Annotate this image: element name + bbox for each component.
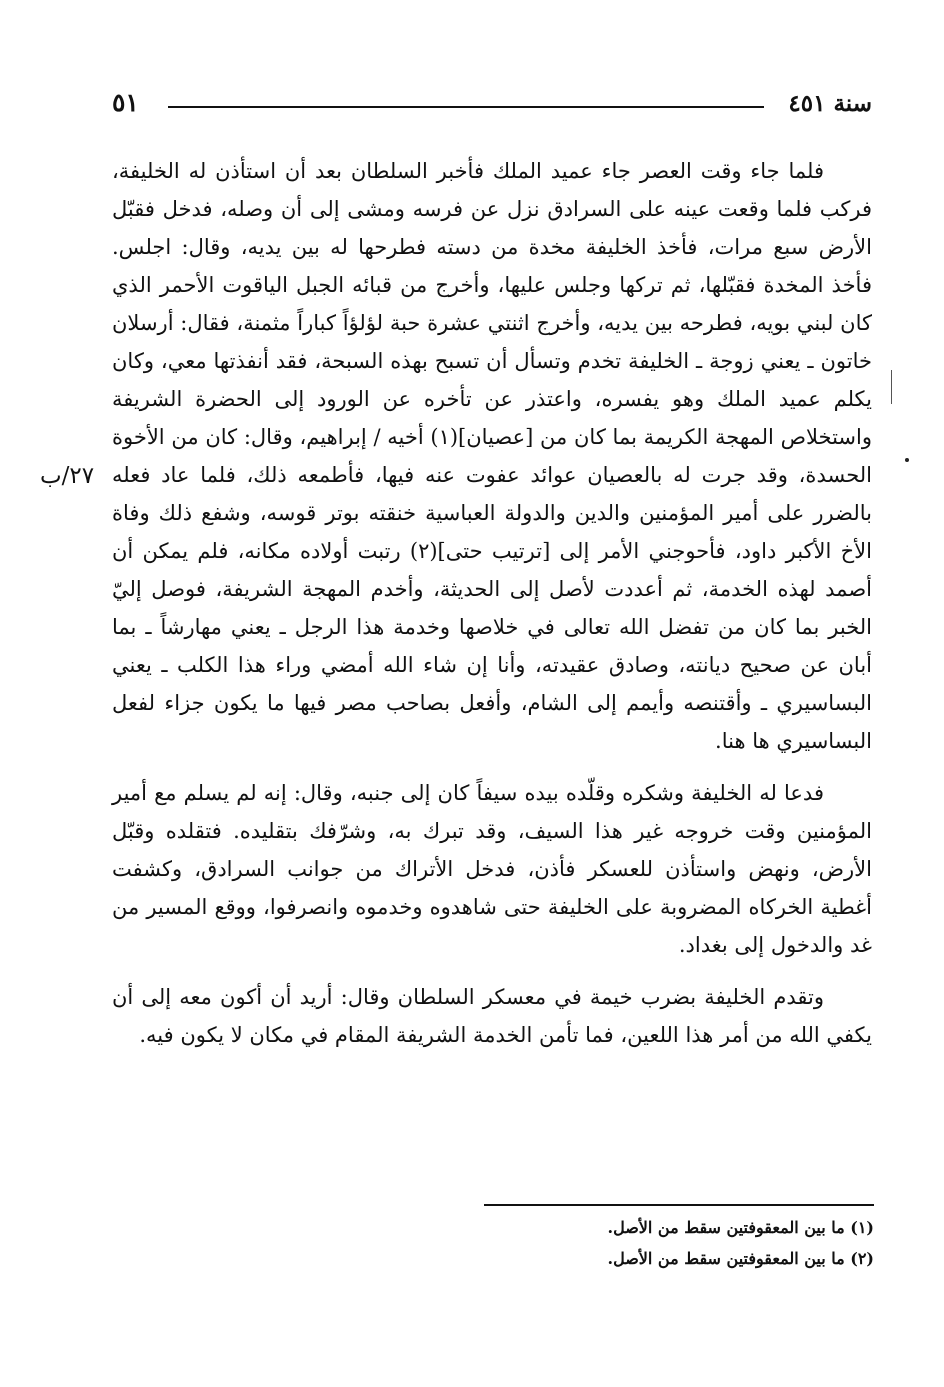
paragraph: فلما جاء وقت العصر جاء عميد الملك فأخبر السلطان بعد أن استأذن له الخليفة، فركب فلما وقعت عينه على السرادق نزل عن فرسه ومشى إلى أن وصله، فدخل فقبّل الأرض سبع مرات، فأخذ الخليفة مخدة من دسته فطرحها له بين يديه، وقال: اجلس. فأخذ المخدة فقبّلها، ثم تركها وجلس عليها، وأخرج من قبائه الجبل الياقوت الأحمر الذي كان لبني بويه، فطرحه بين يديه، وأخرج اثنتي عشرة حبة لؤلؤاً كباراً مثمنة، فقال: أرسلان خاتون ـ يعني زوجة ـ الخليفة تخدم وتسأل أن تسبح بهذه السبحة، فقد أنفذتها معي، وكان يكلم عميد الملك وهو يفسره، واعتذر عن تأخره عن الورود إلى الحضرة الشريفة واستخلاص المهجة الكريمة بما كان من [عصيان](١) أخيه / إبراهيم، وقال: كان من الأخوة الحسدة، وقد جرت له بالعصيان عوائد عفوت عنه فيها، فأطمعه ذلك، فلما عاد فعله بالضرر على أمير المؤمنين والدين والدولة العباسية خنقته بوتر قوسه، وشفع ذلك وفاة الأخ الأكبر داود، فأحوجني الأمر إلى [ترتيب حتى](٢) رتبت أولاده مكانه، فلم يمكن أن أصمد لهذه الخدمة، ثم أعددت لأصل إلى الحديثة، وأخدم المهجة الشريفة، فوصل إليّ الخبر بما كان من تفضل الله تعالى في خلاصها وخدمة هذا الرجل ـ يعني مهارشاً ـ بما أبان عن صحيح ديانته، وصادق عقيدته، وأنا إن شاء الله أمضي وراء هذا الكلب ـ يعني البساسيري ـ وأقتنصه وأيمم إلى الشام، وأفعل بصاحب مصر فيها ما يكون جزاء لفعل البساسيري ها هنا.: [112, 159, 872, 753]
footnote: (١) ما بين المعقوفتين سقط من الأصل.: [607, 1218, 874, 1237]
margin-tick-mark: [891, 370, 892, 404]
running-header: [112, 86, 872, 126]
paragraph: وتقدم الخليفة بضرب خيمة في معسكر السلطان وقال: أريد أن أكون معه إلى أن يكفي الله من أمر هذا اللعين، فما تأمن الخدمة الشريفة المقام في مكان لا يكون فيه.: [112, 985, 872, 1047]
footnote-rule: [484, 1204, 874, 1206]
main-text: [112, 152, 872, 1054]
footnote: (٢) ما بين المعقوفتين سقط من الأصل.: [607, 1249, 874, 1268]
header-year: سنة ٤٥١: [788, 90, 872, 117]
header-rule: [168, 106, 764, 108]
page-number: ٥١: [112, 88, 139, 117]
paragraph: فدعا له الخليفة وشكره وقلّده بيده سيفاً كان إلى جنبه، وقال: إنه لم يسلم مع أمير المؤمنين وقت خروجه غير هذا السيف، وقد تبرك به، وشرّفك بتقليده. فتقلده وقبّل الأرض، ونهض واستأذن للعسكر فأذن، فدخل الأتراك من جوانب السرادق، وكشفت أغطية الخركاه المضروبة على الخليفة حتى شاهدوه وخدموه وانصرفوا، ووقع المسير من غد والدخول إلى بغداد.: [112, 781, 872, 957]
margin-folio-note: ٢٧/ب: [40, 463, 95, 489]
footnotes: [114, 1212, 874, 1274]
margin-dot-mark: [905, 458, 909, 462]
